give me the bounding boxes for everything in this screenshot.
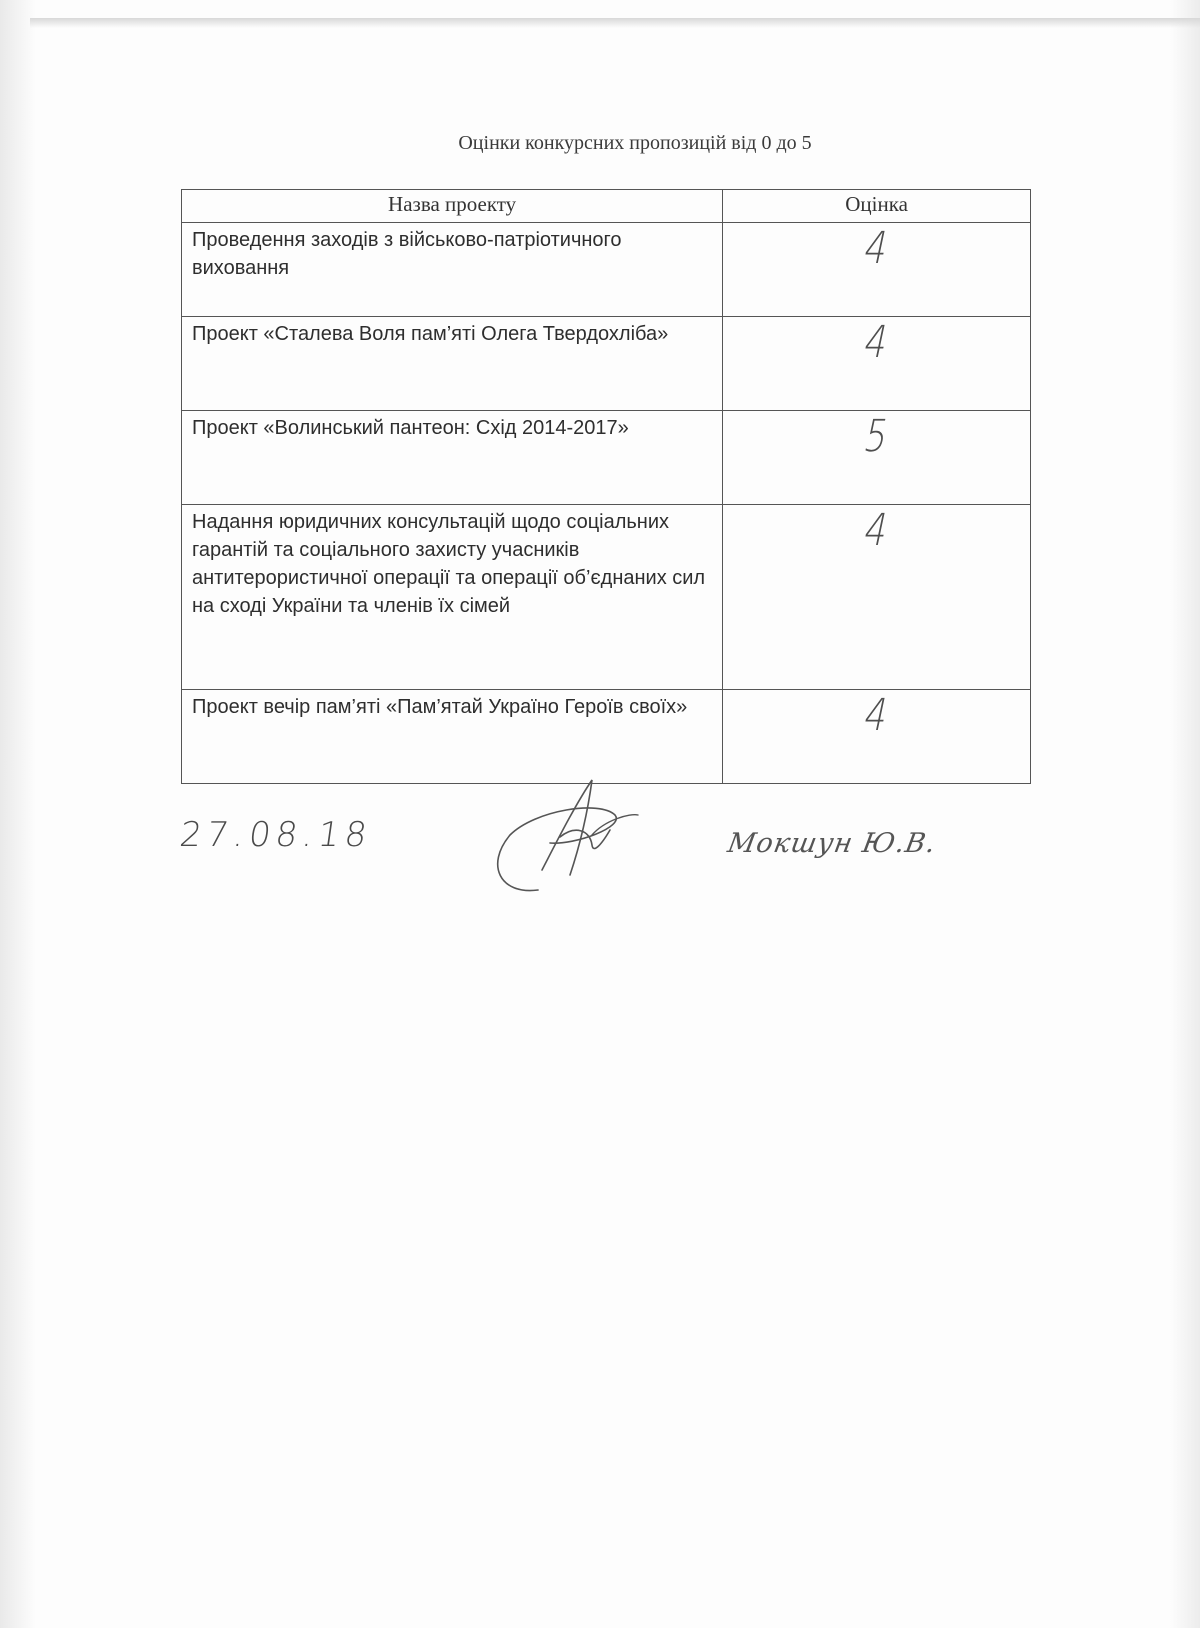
table-row <box>182 223 1031 317</box>
handwritten-score: 4 <box>859 317 894 368</box>
table-row <box>182 411 1031 505</box>
scan-shadow-top <box>30 18 1200 28</box>
project-name-cell: Проект вечір пам’яті «Пам’ятай Україно Героїв своїх» <box>182 690 723 784</box>
table-header-row <box>182 190 1031 223</box>
score-cell <box>723 505 1031 690</box>
handwritten-score: 4 <box>859 223 894 274</box>
score-cell <box>723 223 1031 317</box>
project-name-cell: Проект «Сталева Воля пам’яті Олега Твердохліба» <box>182 317 723 411</box>
project-name-cell: Проведення заходів з військово-патріотичного виховання <box>182 223 723 317</box>
handwritten-date: 27.08.18 <box>177 815 375 855</box>
table-row <box>182 690 1031 784</box>
table-row <box>182 505 1031 690</box>
project-name-cell: Проект «Волинський пантеон: Схід 2014-2017» <box>182 411 723 505</box>
signature <box>480 775 640 895</box>
header-project-name: Назва проекту <box>182 190 723 223</box>
handwritten-score: 5 <box>859 411 894 462</box>
score-cell <box>723 317 1031 411</box>
score-cell <box>723 690 1031 784</box>
header-score: Оцінка <box>723 190 1031 223</box>
scores-table <box>181 189 1031 784</box>
handwritten-surname: Мокшун Ю.В. <box>725 828 939 859</box>
handwritten-score: 4 <box>859 505 894 556</box>
table-row <box>182 317 1031 411</box>
project-name-cell: Надання юридичних консультацій щодо соціальних гарантій та соціального захисту учасників антитерористичної операції та операції об’єднаних сил на сході України та членів їх сімей <box>182 505 723 690</box>
document-title: Оцінки конкурсних пропозицій від 0 до 5 <box>458 132 812 154</box>
scan-shadow-right <box>1170 0 1200 1628</box>
score-cell <box>723 411 1031 505</box>
scan-shadow-left <box>0 0 36 1628</box>
handwritten-score: 4 <box>859 690 894 741</box>
